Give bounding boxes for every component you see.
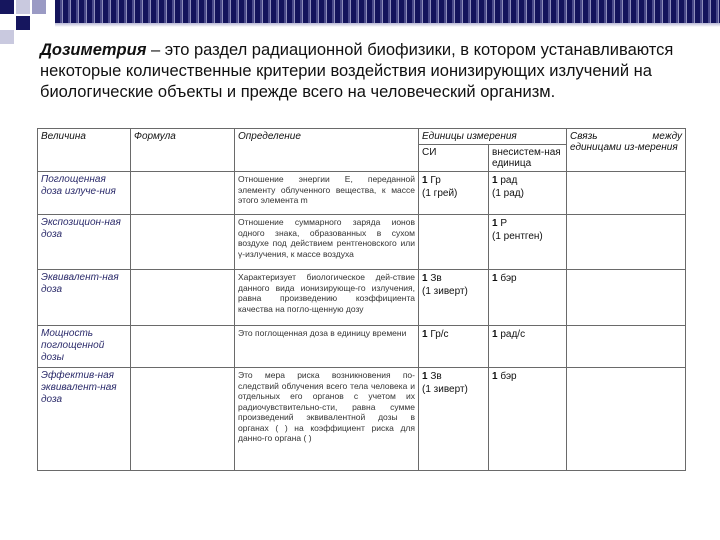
si-unit-note: (1 грей) [422,188,458,199]
quantity-cell: Эквивалент-ная доза [38,270,131,326]
square-shape [16,16,30,30]
non-system-unit-number: 1 [492,371,498,382]
definition-cell: Характеризует биологическое дей-ствие данного вида ионизирующе-го излучения, равна произведению коэффициента качества на погло-щенную дозу [235,270,419,326]
quantity-cell: Поглощенная доза излуче-ния [38,172,131,215]
si-unit-name: Гр/с [427,329,449,340]
square-shape [32,0,46,14]
square-shape [0,0,14,14]
si-unit-number: 1 [422,329,428,340]
header-stripe [55,0,720,23]
header-row [38,129,686,145]
header-si: СИ [419,145,489,172]
si-unit-number: 1 [422,175,428,186]
table-row [38,215,686,270]
header-non-system: внесистем-ная единица [489,145,567,172]
header-units: Единицы измерения [419,129,567,145]
relation-cell [567,215,686,270]
intro-paragraph [40,40,680,103]
non-system-unit-name: рад/с [497,329,526,340]
si-unit-name: Гр [427,175,441,186]
si-unit-cell [419,215,489,270]
table-row [38,368,686,471]
decorative-squares [0,0,60,44]
relation-cell [567,326,686,368]
non-system-unit-note: (1 рад) [492,188,524,199]
non-system-unit-cell [489,368,567,471]
formula-cell [131,368,235,471]
non-system-unit-note: (1 рентген) [492,231,543,242]
table-row [38,172,686,215]
definition-cell: Это мера риска возникновения по-следствий облучения всего тела человека и отдельных его органов с учетом их радиочувствительно-сти, равна сумме произведений эквивалентной дозы в органах ( ) на коэффициент риска для данно-го органа ( ) [235,368,419,471]
square-shape [16,0,30,14]
non-system-unit-number: 1 [492,175,498,186]
si-unit-note: (1 зиверт) [422,384,468,395]
non-system-unit-number: 1 [492,329,498,340]
definition-cell: Это поглощенная доза в единицу времени [235,326,419,368]
square-shape [0,30,14,44]
formula-cell [131,270,235,326]
non-system-unit-cell [489,215,567,270]
quantity-cell: Мощность поглощенной дозы [38,326,131,368]
relation-cell [567,172,686,215]
quantity-cell: Экспозицион-ная доза [38,215,131,270]
si-unit-name: Зв [427,273,442,284]
non-system-unit-name: бэр [497,371,517,382]
si-unit-note: (1 зиверт) [422,286,468,297]
header-relation: Связь между единицами из-мерения [567,129,686,172]
si-unit-name: Зв [427,371,442,382]
header-definition: Определение [235,129,419,172]
relation-cell [567,368,686,471]
formula-cell [131,215,235,270]
table-row [38,270,686,326]
non-system-unit-name: Р [497,218,508,229]
non-system-unit-name: рад [497,175,518,186]
non-system-unit-cell [489,326,567,368]
definition-cell: Отношение суммарного заряда ионов одного знака, образованных в сухом воздухе под действием рентгеновского или γ-излучения, к массе воздуха [235,215,419,270]
term-dosimetry: Дозиметрия [40,41,147,59]
intro-text: – это раздел радиационной биофизики, в котором устанавливаются некоторые количественные критерии воздействия ионизирующих излучений на биологические объекты и прежде всего на человеческий организм. [40,41,674,101]
non-system-unit-name: бэр [497,273,517,284]
si-unit-number: 1 [422,273,428,284]
definition-cell: Отношение энергии E, переданной элементу облученного вещества, к массе этого элемента m [235,172,419,215]
dosimetry-table [37,128,686,471]
quantity-cell: Эффектив-ная эквивалент-ная доза [38,368,131,471]
formula-cell [131,326,235,368]
table-row [38,326,686,368]
header-quantity: Величина [38,129,131,172]
formula-cell [131,172,235,215]
si-unit-cell [419,326,489,368]
non-system-unit-number: 1 [492,273,498,284]
si-unit-number: 1 [422,371,428,382]
relation-cell [567,270,686,326]
non-system-unit-cell [489,172,567,215]
si-unit-cell [419,172,489,215]
header-formula: Формула [131,129,235,172]
si-unit-cell [419,270,489,326]
non-system-unit-number: 1 [492,218,498,229]
header-stripe-fade [55,23,720,27]
non-system-unit-cell [489,270,567,326]
si-unit-cell [419,368,489,471]
